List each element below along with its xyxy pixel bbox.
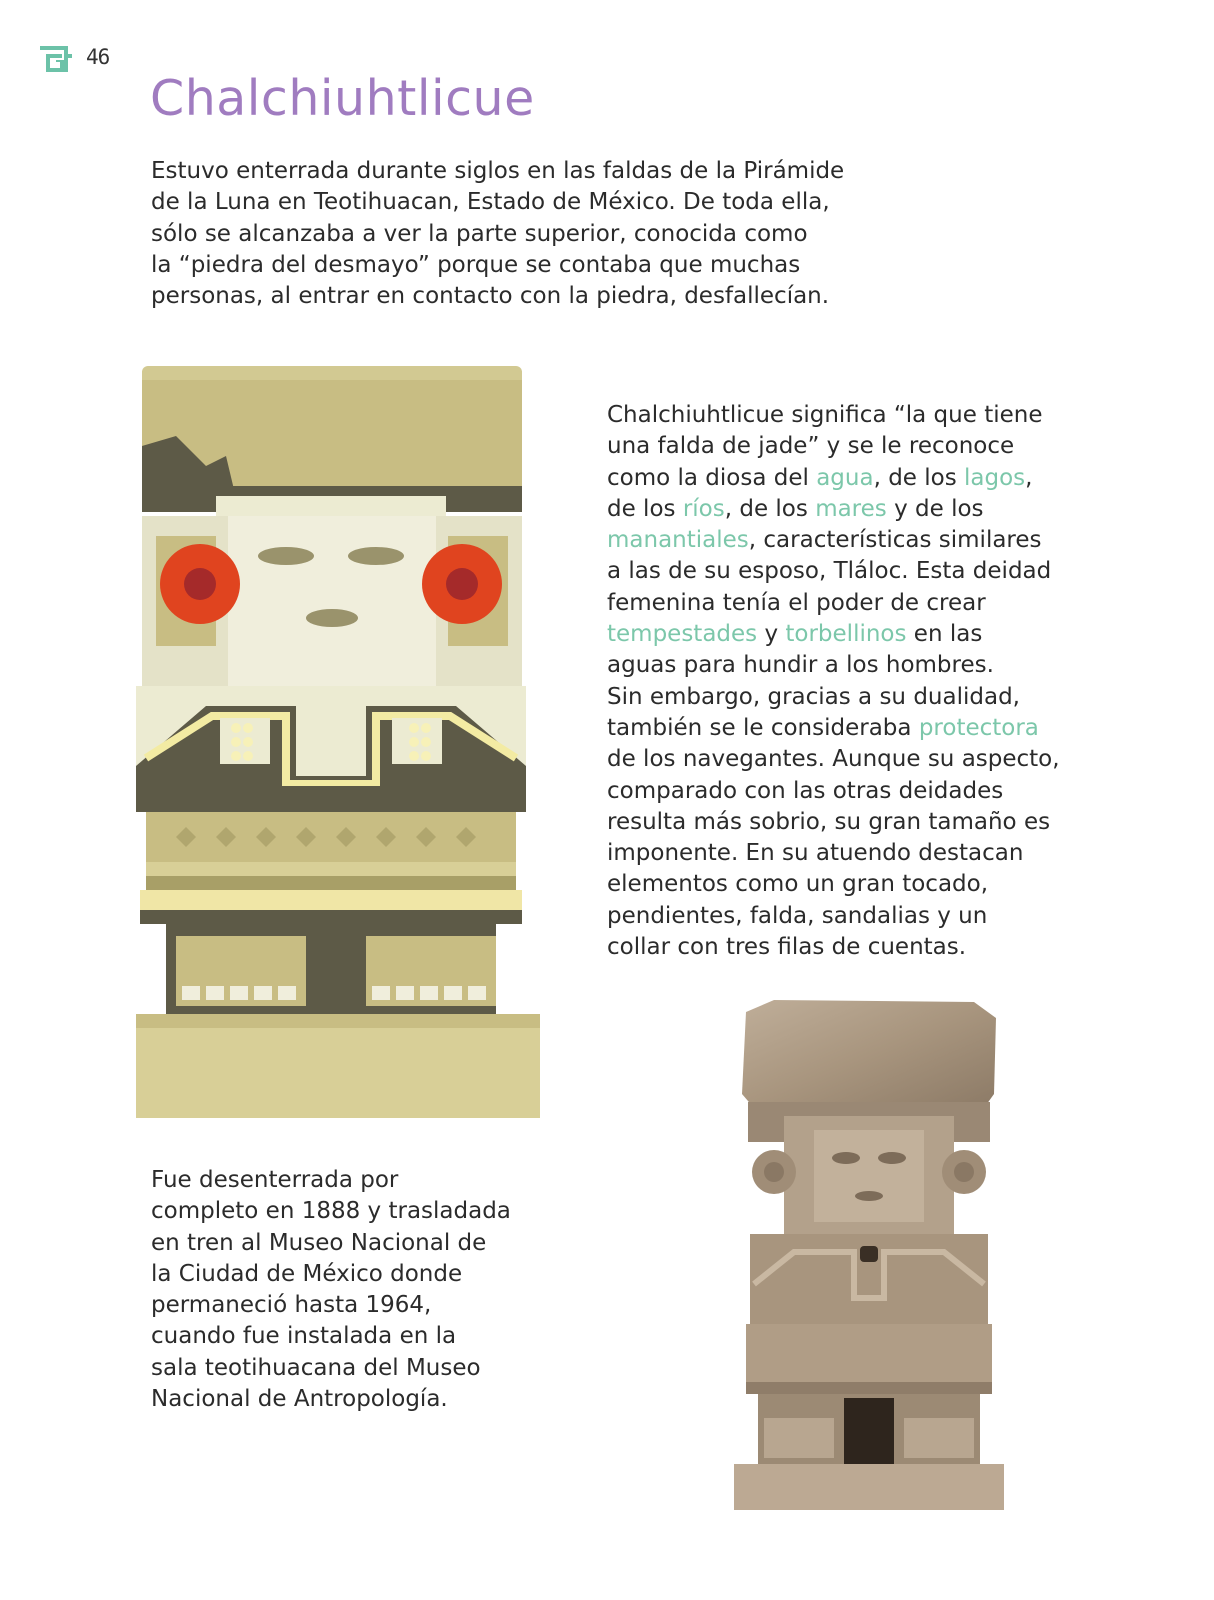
description-line: comparado con las otras deidades <box>607 777 1004 804</box>
highlight-word: torbellinos <box>785 621 907 648</box>
description-line: imponente. En su atuendo destacan <box>607 840 1024 867</box>
description-line: de los <box>607 495 683 522</box>
highlight-word: lagos <box>964 464 1026 491</box>
description-line: elementos como un gran tocado, <box>607 871 989 898</box>
intro-paragraph <box>151 156 911 312</box>
description-line: una falda de jade” y se le reconoce <box>607 433 1015 460</box>
excavation-line: sala teotihuacana del Museo <box>151 1354 481 1381</box>
excavation-line: Fue desenterrada por <box>151 1167 399 1193</box>
description-line: a las de su esposo, Tláloc. Esta deidad <box>607 558 1052 585</box>
description-line: pendientes, falda, sandalias y un <box>607 902 988 929</box>
intro-line: de la Luna en Teotihuacan, Estado de México. De toda ella, <box>151 189 830 216</box>
intro-line: Estuvo enterrada durante siglos en las faldas de la Pirámide <box>151 158 845 184</box>
description-line: collar con tres filas de cuentas. <box>607 934 967 961</box>
intro-line: la “piedra del desmayo” porque se contaba que muchas <box>151 251 801 278</box>
description-line: Chalchiuhtlicue significa “la que tiene <box>607 402 1043 428</box>
excavation-line: Nacional de Antropología. <box>151 1386 448 1413</box>
highlight-word: agua <box>816 464 874 491</box>
excavation-paragraph <box>151 1165 551 1415</box>
excavation-line: cuando fue instalada en la <box>151 1323 457 1350</box>
description-line: en las <box>906 621 983 648</box>
description-line: , características similares <box>748 527 1042 554</box>
intro-line: personas, al entrar en contacto con la piedra, desfallecían. <box>151 283 830 310</box>
description-line: , de los <box>724 495 816 522</box>
excavation-line: en tren al Museo Nacional de <box>151 1229 487 1256</box>
description-line: resulta más sobrio, su gran tamaño es <box>607 808 1051 835</box>
highlight-word: ríos <box>682 495 725 522</box>
excavation-line: completo en 1888 y trasladada <box>151 1198 511 1225</box>
highlight-word: mares <box>815 495 887 522</box>
page-number: 46 <box>86 45 110 69</box>
description-line: también se le consideraba <box>607 714 919 741</box>
highlight-word: tempestades <box>607 621 758 648</box>
excavation-line: la Ciudad de México donde <box>151 1260 463 1287</box>
description-line: , de los <box>873 464 965 491</box>
highlight-word: manantiales <box>607 527 749 554</box>
page-title: Chalchiuhtlicue <box>150 70 535 127</box>
statue-photo <box>734 998 1004 1510</box>
description-line: femenina tenía el poder de crear <box>607 589 986 616</box>
description-line: y de los <box>886 495 984 522</box>
description-line: como la diosa del <box>607 464 817 491</box>
excavation-line: permaneció hasta 1964, <box>151 1292 432 1319</box>
description-line: aguas para hundir a los hombres. <box>607 652 994 679</box>
intro-line: sólo se alcanzaba a ver la parte superior, conocida como <box>151 220 808 247</box>
description-line: de los navegantes. Aunque su aspecto, <box>607 746 1060 773</box>
highlight-word: protectora <box>918 714 1039 741</box>
description-paragraph <box>607 400 1107 963</box>
description-line: , <box>1025 464 1033 491</box>
stepped-fret-icon <box>38 42 78 76</box>
statue-illustration <box>136 366 540 1118</box>
description-line: Sin embargo, gracias a su dualidad, <box>607 683 1020 710</box>
description-line: y <box>757 621 786 648</box>
